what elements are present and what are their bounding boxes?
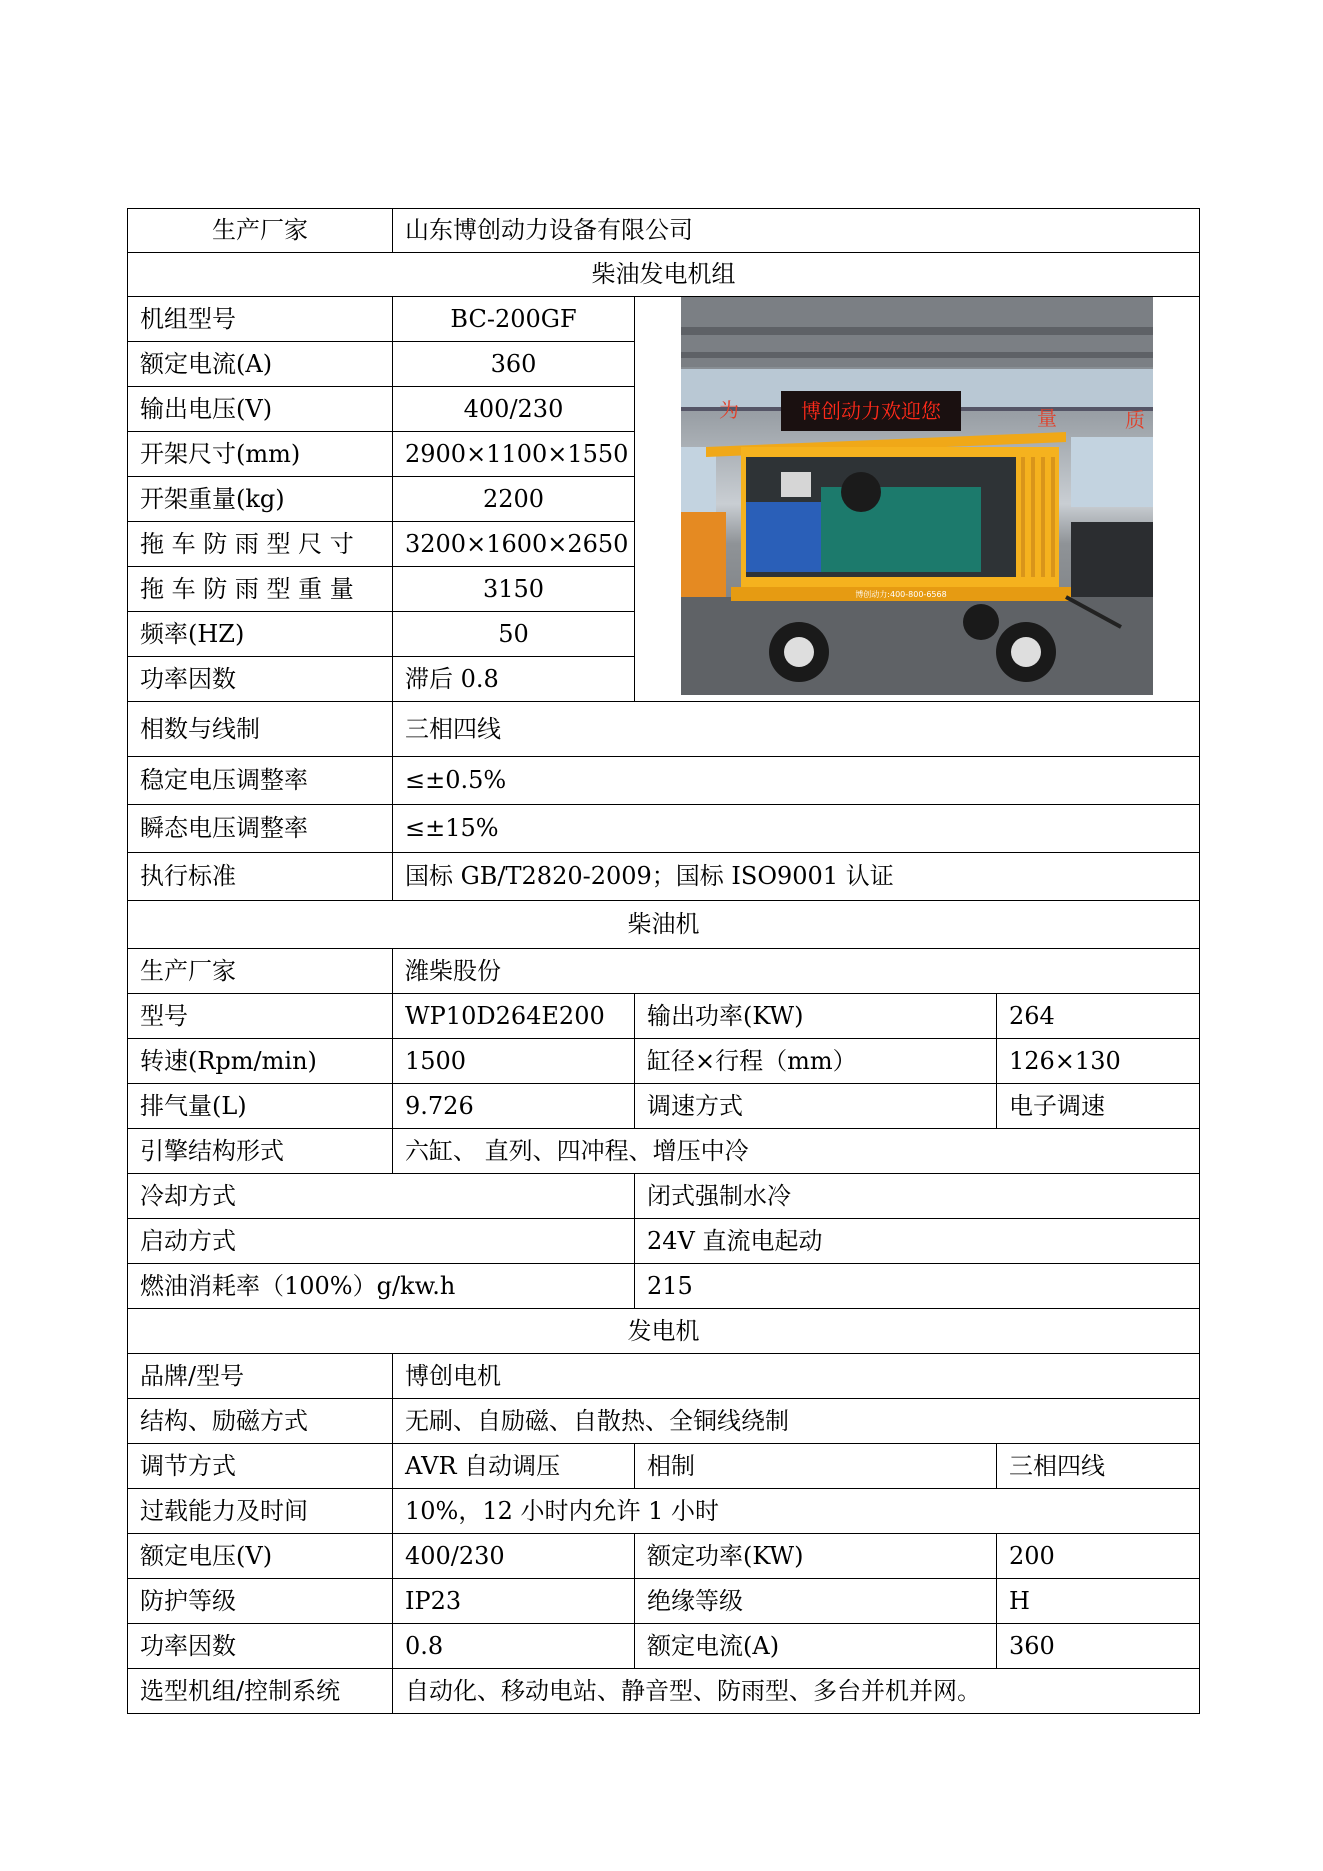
engine-label: 生产厂家 [128, 949, 393, 994]
generator-value: 10%，12 小时内允许 1 小时 [393, 1489, 1200, 1534]
genset-value: 3200×1600×2650 [393, 522, 635, 567]
genset-label: 开架尺寸(mm) [128, 432, 393, 477]
manufacturer-value: 山东博创动力设备有限公司 [393, 209, 1200, 253]
generator-label: 额定电压(V) [128, 1534, 393, 1579]
engine-value: WP10D264E200 [393, 994, 635, 1039]
engine-value: 六缸、 直列、四冲程、增压中冷 [393, 1129, 1200, 1174]
genset-label: 开架重量(kg) [128, 477, 393, 522]
genset-label: 频率(HZ) [128, 612, 393, 657]
engine-value: 215 [635, 1264, 1200, 1309]
engine-label: 燃油消耗率（100%）g/kw.h [128, 1264, 635, 1309]
generator-photo-illustration [681, 297, 1153, 695]
genset-value: 2200 [393, 477, 635, 522]
engine-value: 264 [997, 994, 1200, 1039]
generator-value: IP23 [393, 1579, 635, 1624]
generator-value: 三相四线 [997, 1444, 1200, 1489]
engine-label: 缸径×行程（mm） [635, 1039, 997, 1084]
engine-label: 冷却方式 [128, 1174, 635, 1219]
generator-photo [681, 297, 1153, 695]
genset-label: 瞬态电压调整率 [128, 805, 393, 853]
generator-label: 过载能力及时间 [128, 1489, 393, 1534]
genset-value: 360 [393, 342, 635, 387]
generator-label: 防护等级 [128, 1579, 393, 1624]
generator-photo-cell [635, 297, 1200, 702]
generator-value: H [997, 1579, 1200, 1624]
generator-label: 绝缘等级 [635, 1579, 997, 1624]
wall-text-left: 为 [719, 398, 739, 422]
genset-label: 相数与线制 [128, 702, 393, 757]
genset-label: 额定电流(A) [128, 342, 393, 387]
generator-value: 无刷、自励磁、自散热、全铜线绕制 [393, 1399, 1200, 1444]
generator-value: 360 [997, 1624, 1200, 1669]
genset-label: 功率因数 [128, 657, 393, 702]
genset-label: 稳定电压调整率 [128, 757, 393, 805]
engine-label: 调速方式 [635, 1084, 997, 1129]
engine-label: 转速(Rpm/min) [128, 1039, 393, 1084]
engine-value: 电子调速 [997, 1084, 1200, 1129]
engine-value: 1500 [393, 1039, 635, 1084]
generator-label: 额定功率(KW) [635, 1534, 997, 1579]
led-sign-text: 博创动力欢迎您 [801, 399, 941, 423]
generator-label: 选型机组/控制系统 [128, 1669, 393, 1714]
generator-label: 品牌/型号 [128, 1354, 393, 1399]
wall-text-right-1: 量 [1037, 406, 1057, 430]
generator-label: 调节方式 [128, 1444, 393, 1489]
genset-label: 输出电压(V) [128, 387, 393, 432]
engine-label: 排气量(L) [128, 1084, 393, 1129]
genset-label: 拖 车 防 雨 型 尺 寸 [128, 522, 393, 567]
generator-value: 自动化、移动电站、静音型、防雨型、多台并机并网。 [393, 1669, 1200, 1714]
engine-label: 输出功率(KW) [635, 994, 997, 1039]
generator-value: 0.8 [393, 1624, 635, 1669]
wall-text-right-2: 质 [1125, 408, 1145, 432]
manufacturer-row [128, 209, 1200, 253]
genset-value: ≤±15% [393, 805, 1200, 853]
genset-value: 400/230 [393, 387, 635, 432]
engine-value: 126×130 [997, 1039, 1200, 1084]
genset-label: 执行标准 [128, 853, 393, 901]
generator-label: 额定电流(A) [635, 1624, 997, 1669]
engine-label: 型号 [128, 994, 393, 1039]
genset-value: 3150 [393, 567, 635, 612]
genset-value: 国标 GB/T2820-2009；国标 ISO9001 认证 [393, 853, 1200, 901]
trailer-text: 博创动力:400-800-6568 [855, 590, 947, 599]
generator-label: 相制 [635, 1444, 997, 1489]
generator-value: 400/230 [393, 1534, 635, 1579]
engine-value: 9.726 [393, 1084, 635, 1129]
manufacturer-label: 生产厂家 [128, 209, 393, 253]
section-title-engine: 柴油机 [128, 901, 1200, 949]
engine-label: 引擎结构形式 [128, 1129, 393, 1174]
genset-value: ≤±0.5% [393, 757, 1200, 805]
spec-table [127, 208, 1200, 1714]
engine-value: 闭式强制水冷 [635, 1174, 1200, 1219]
genset-label: 机组型号 [128, 297, 393, 342]
genset-value: 三相四线 [393, 702, 1200, 757]
engine-value: 潍柴股份 [393, 949, 1200, 994]
generator-value: AVR 自动调压 [393, 1444, 635, 1489]
engine-value: 24V 直流电起动 [635, 1219, 1200, 1264]
generator-value: 200 [997, 1534, 1200, 1579]
generator-label: 功率因数 [128, 1624, 393, 1669]
genset-value: 50 [393, 612, 635, 657]
genset-value: 2900×1100×1550 [393, 432, 635, 477]
section-title-generator: 发电机 [128, 1309, 1200, 1354]
genset-label: 拖 车 防 雨 型 重 量 [128, 567, 393, 612]
generator-value: 博创电机 [393, 1354, 1200, 1399]
generator-label: 结构、励磁方式 [128, 1399, 393, 1444]
engine-label: 启动方式 [128, 1219, 635, 1264]
section-title-genset: 柴油发电机组 [128, 253, 1200, 297]
genset-value: 滞后 0.8 [393, 657, 635, 702]
genset-value: BC-200GF [393, 297, 635, 342]
